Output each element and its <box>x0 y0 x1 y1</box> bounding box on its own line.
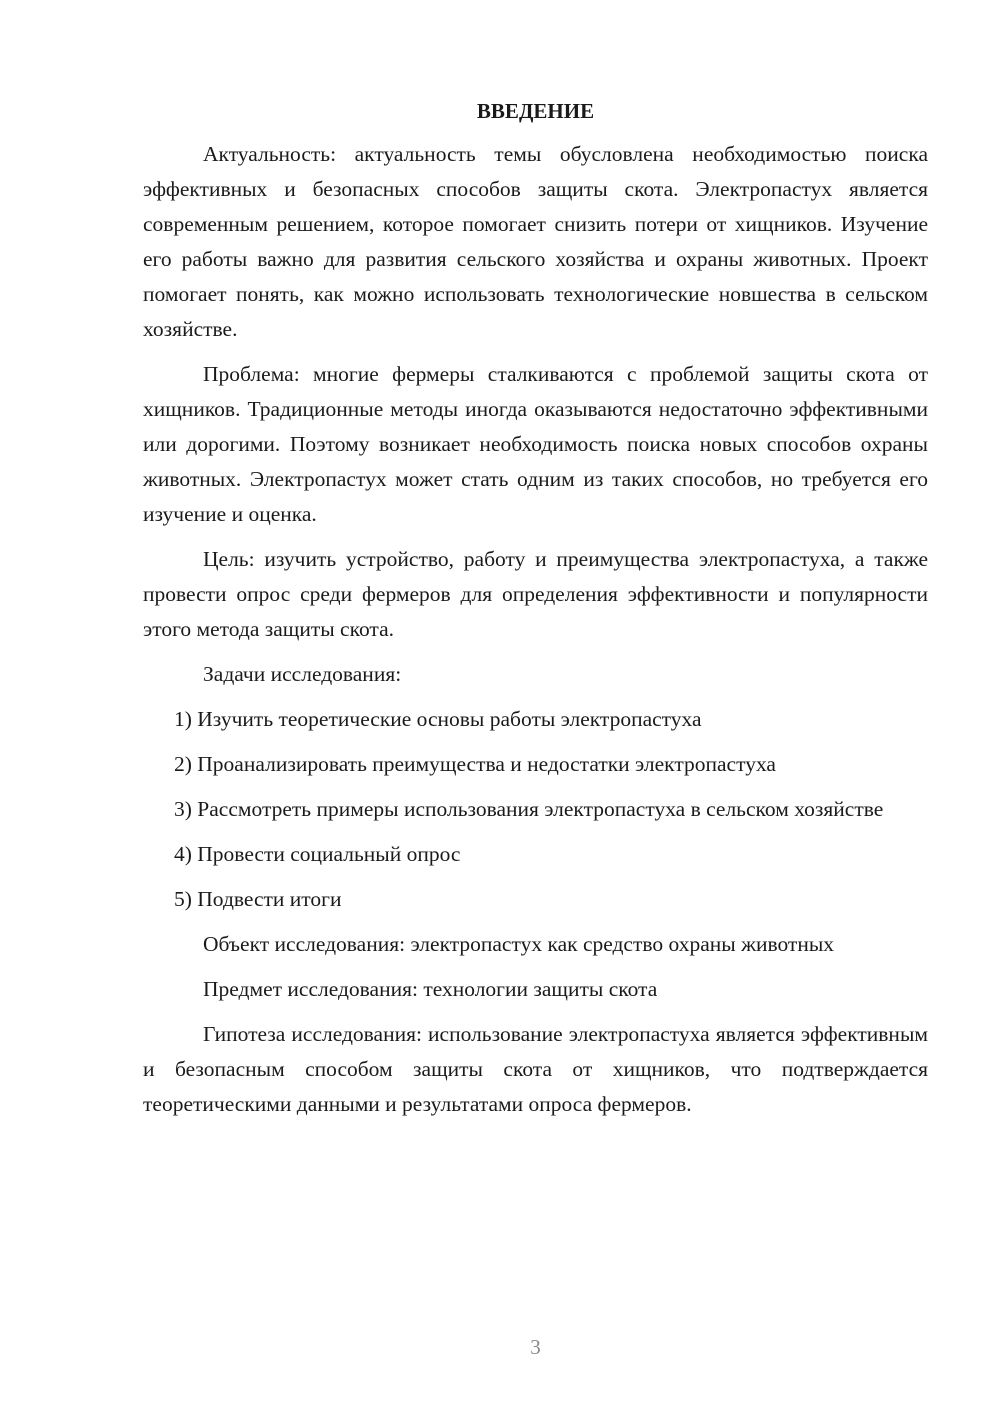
page-number: 3 <box>530 1335 541 1359</box>
hypothesis-paragraph: Гипотеза исследования: использование электропастуха является эффективным и безопасным способом защиты скота от хищников, что подтверждается теоретическими данными и результатами опроса фермеров. <box>143 1022 928 1116</box>
task-item: 2) Проанализировать преимущества и недостатки электропастуха <box>174 752 776 776</box>
relevance-paragraph: Актуальность: актуальность темы обусловлена необходимостью поиска эффективных и безопасных способов защиты скота. Электропастух является современным решением, которое помогает снизить потери от хищников. Изучение его работы важно для развития сельского хозяйства и охраны животных. Проект помогает понять, как можно использовать технологические новшества в сельском хозяйстве. <box>143 142 928 341</box>
page-title: ВВЕДЕНИЕ <box>476 99 595 123</box>
goal-paragraph: Цель: изучить устройство, работу и преимущества электропастуха, а также провести опрос среди фермеров для определения эффективности и популярности этого метода защиты скота. <box>143 547 928 641</box>
object-paragraph: Объект исследования: электропастух как средство охраны животных <box>203 932 835 956</box>
task-item: 4) Провести социальный опрос <box>174 842 461 866</box>
task-item: 5) Подвести итоги <box>174 887 342 911</box>
task-item: 1) Изучить теоретические основы работы электропастуха <box>174 707 702 731</box>
tasks-list <box>143 702 928 917</box>
problem-paragraph: Проблема: многие фермеры сталкиваются с проблемой защиты скота от хищников. Традиционные методы иногда оказываются недостаточно эффективными или дорогими. Поэтому возникает необходимость поиска новых способов охраны животных. Электропастух может стать одним из таких способов, но требуется его изучение и оценка. <box>143 362 928 526</box>
subject-paragraph: Предмет исследования: технологии защиты скота <box>203 977 658 1001</box>
task-item: 3) Рассмотреть примеры использования электропастуха в сельском хозяйстве <box>174 797 884 821</box>
tasks-heading: Задачи исследования: <box>203 662 402 686</box>
